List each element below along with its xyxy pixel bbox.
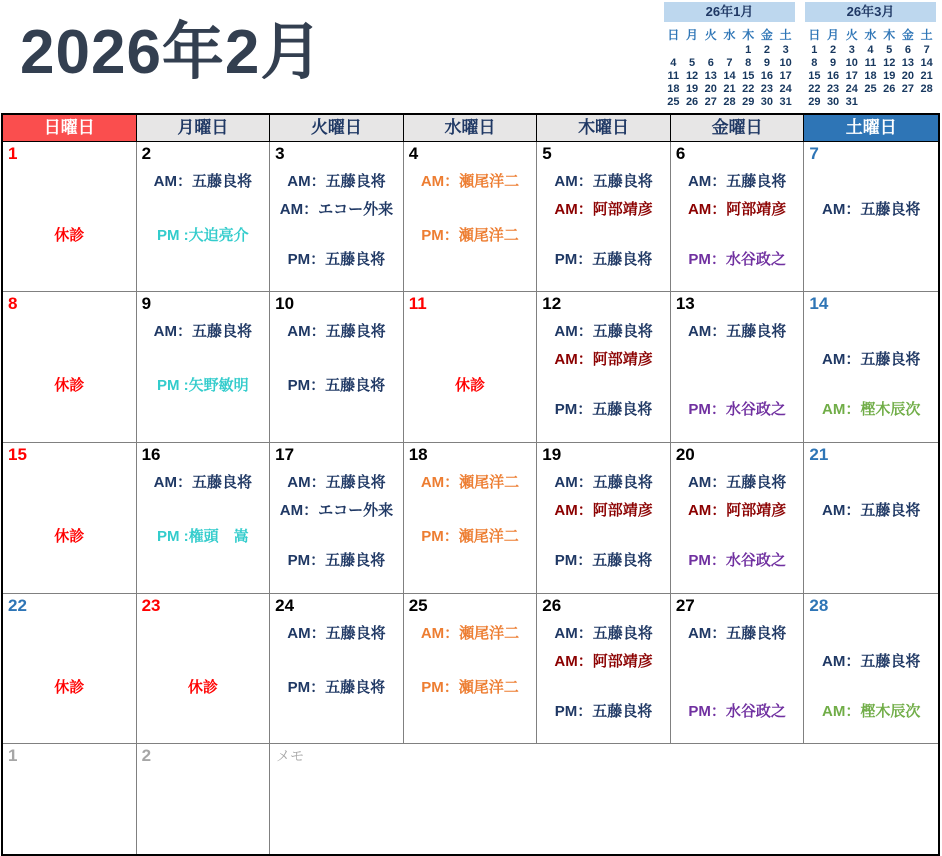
weekday-header-木曜日: 木曜日 [537,115,671,142]
schedule-entry: AM：五藤良将 [153,323,253,340]
day-number: 24 [275,596,295,615]
day-number: 9 [141,294,152,313]
mini-day-number: 3 [848,44,855,56]
day-number: 26 [542,596,562,615]
schedule-entry: AM：五藤良将 [822,502,921,519]
schedule-entry: AM：五藤良将 [554,173,653,190]
mini-day-number: 13 [704,70,717,82]
memo-row [3,744,938,854]
schedule-entry: AM：五藤良将 [554,474,653,491]
schedule-entry: PM :矢野敏明 [157,377,249,394]
mini-day-number: 22 [742,83,755,95]
mini-day-number: 28 [723,96,736,108]
mini-day-number: 25 [667,96,680,108]
mini-day-number: 30 [760,96,774,108]
mini-day-number: 2 [763,44,770,56]
mini-day-number: 7 [726,57,733,69]
mini-day-number: 24 [845,83,858,95]
schedule-entry: PM：五藤良将 [554,251,653,268]
schedule-entry: 休診 [454,377,485,394]
schedule-entry: AM：阿部靖彦 [687,502,787,519]
mini-day-number: 4 [670,57,677,69]
day-cell [3,142,137,292]
schedule-entry: AM：五藤良将 [822,201,921,218]
schedule-entry: AM：エコー外来 [279,502,394,519]
mini-weekday-label: 金 [760,28,773,42]
week-row [3,443,938,594]
mini-day-number: 9 [830,57,837,69]
mini-calendar-grid [805,26,936,109]
weekday-header-row [3,115,938,142]
schedule-entry: PM：五藤良将 [554,703,653,720]
schedule-entry: PM：瀬尾洋二 [421,528,519,545]
mini-day-number: 15 [808,70,821,82]
mini-day-number: 6 [904,44,911,56]
day-cell [671,292,805,443]
mini-day-number: 18 [667,83,680,95]
day-number: 23 [141,596,161,615]
day-cell [3,292,137,443]
mini-weekday-label: 月 [827,28,840,42]
mini-day-number: 6 [707,57,714,69]
schedule-entry: 休診 [54,528,85,545]
day-number: 6 [675,144,686,163]
mini-day-number: 11 [667,70,680,82]
mini-day-number [683,44,702,57]
memo-cell [270,744,938,854]
mini-day-number: 23 [760,83,774,95]
day-number: 27 [675,596,695,615]
schedule-entry: 休診 [54,377,85,394]
mini-calendar-title: 26年1月 [664,2,795,22]
schedule-entry: PM：五藤良将 [554,401,653,418]
mini-weekday-label: 日 [667,28,680,42]
mini-day-number: 14 [920,57,933,69]
day-number: 1 [8,144,18,163]
mini-day-number: 10 [779,57,792,69]
mini-weekday-label: 水 [723,28,736,42]
schedule-entry: 休診 [54,227,85,244]
schedule-entry: AM：五藤良将 [554,323,653,340]
mini-day-number: 25 [864,83,877,95]
mini-calendars [664,2,936,109]
day-cell [537,443,671,594]
mini-day-number: 5 [689,57,696,69]
schedule-entry: AM：五藤良将 [287,625,386,642]
day-cell [671,594,805,744]
day-number: 4 [408,144,419,163]
day-cell [537,594,671,744]
day-cell [270,142,404,292]
mini-weekday-label: 金 [901,28,914,42]
mini-day-number: 12 [883,57,896,69]
mini-day-number: 23 [826,83,840,95]
day-number: 2 [141,144,152,163]
mini-weekday-label: 火 [845,28,858,42]
schedule-entry: AM：五藤良将 [822,653,921,670]
mini-weekday-label: 水 [864,28,877,42]
day-cell [804,594,938,744]
day-cell [671,142,805,292]
mini-weekday-label: 木 [742,28,755,42]
schedule-entry: PM：瀬尾洋二 [421,227,519,244]
page-title: 2026年2月 [20,18,324,87]
day-number: 18 [408,445,428,464]
mini-day-number: 10 [845,57,858,69]
schedule-entry: AM：阿部靖彦 [554,351,653,368]
mini-day-number: 30 [826,96,840,108]
mini-weekday-label: 木 [883,28,896,42]
day-cell [270,443,404,594]
schedule-entry: PM：五藤良将 [287,679,386,696]
schedule-entry: AM：エコー外来 [279,201,394,218]
day-cell [404,292,538,443]
day-number: 3 [275,144,285,163]
schedule-entry: AM：五藤良将 [687,173,787,190]
day-cell [404,142,538,292]
day-number: 21 [809,445,829,464]
day-cell [804,142,938,292]
mini-day-number: 18 [864,70,877,82]
mini-day-number [664,44,683,57]
mini-day-number: 14 [723,70,736,82]
weekday-header-月曜日: 月曜日 [137,115,271,142]
schedule-entry: AM：五藤良将 [554,625,653,642]
mini-day-number: 20 [901,70,915,82]
schedule-entry: PM：五藤良将 [287,552,386,569]
mini-day-number: 26 [883,83,896,95]
mini-day-number: 19 [685,83,699,95]
mini-day-number: 16 [826,70,840,82]
mini-day-number: 8 [811,57,818,69]
day-cell [804,443,938,594]
schedule-entry: 休診 [54,679,85,696]
mini-day-number: 2 [830,44,837,56]
day-number: 8 [8,294,18,313]
mini-day-number: 9 [763,57,770,69]
day-cell [3,594,137,744]
mini-day-number [880,96,899,109]
mini-day-number: 7 [923,44,930,56]
day-number: 22 [8,596,27,615]
schedule-entry: AM：五藤良将 [153,474,253,491]
day-cell [137,443,271,594]
day-number: 15 [8,445,27,464]
day-number: 7 [809,144,819,163]
mini-calendar [805,2,936,109]
mini-day-number: 12 [685,70,699,82]
day-number: 10 [275,294,295,313]
mini-day-number [701,44,720,57]
mini-weekday-label: 月 [686,28,699,42]
schedule-entry: AM：五藤良将 [687,474,787,491]
schedule-entry: AM：阿部靖彦 [554,502,653,519]
mini-calendar-grid [664,26,795,109]
mini-day-number: 20 [704,83,717,95]
mini-day-number: 22 [808,83,821,95]
mini-day-number [720,44,739,57]
schedule-entry: AM：五藤良将 [153,173,253,190]
mini-day-number: 8 [745,57,752,69]
schedule-entry: AM：五藤良将 [287,323,386,340]
schedule-entry: AM：阿部靖彦 [554,653,653,670]
schedule-entry: PM：水谷政之 [688,703,786,720]
day-cell [404,443,538,594]
mini-calendar [664,2,795,109]
day-cell [537,292,671,443]
mini-day-number: 19 [883,70,896,82]
day-cell [804,292,938,443]
mini-day-number: 13 [901,57,915,69]
mini-day-number: 16 [760,70,774,82]
day-cell [137,292,271,443]
day-cell [137,594,271,744]
calendar-weeks [3,142,938,744]
schedule-entry: 休診 [187,679,218,696]
mini-day-number: 27 [901,83,915,95]
mini-day-number [861,96,880,109]
mini-day-number: 29 [742,96,755,108]
weekday-header-水曜日: 水曜日 [404,115,538,142]
schedule-entry: AM：五藤良将 [687,323,787,340]
day-cell [537,142,671,292]
mini-day-number [917,96,936,109]
weekday-header-日曜日: 日曜日 [3,115,137,142]
day-number: 14 [809,294,829,313]
mini-calendar-title: 26年3月 [805,2,936,22]
day-number: 12 [542,294,562,313]
day-number: 19 [542,445,562,464]
schedule-entry: PM：水谷政之 [688,401,786,418]
mini-weekday-label: 日 [808,28,821,42]
schedule-entry: AM：樫木辰次 [822,401,921,418]
mini-day-number: 4 [867,44,874,56]
day-number: 11 [408,294,427,313]
day-number: 28 [809,596,829,615]
mini-day-number: 3 [782,44,789,56]
schedule-entry: AM：瀬尾洋二 [420,625,520,642]
schedule-entry: AM：阿部靖彦 [687,201,787,218]
schedule-entry: AM：五藤良将 [287,474,386,491]
schedule-entry: AM：瀬尾洋二 [420,173,520,190]
mini-day-number: 27 [704,96,717,108]
day-number: 17 [275,445,295,464]
day-number: 5 [542,144,552,163]
schedule-entry: AM：五藤良将 [287,173,386,190]
mini-day-number: 21 [723,83,736,95]
day-cell [270,594,404,744]
mini-day-number [899,96,918,109]
mini-day-number: 1 [745,44,752,56]
mini-day-number: 17 [845,70,858,82]
day-number: 25 [408,596,428,615]
mini-day-number: 26 [685,96,699,108]
mini-day-number: 31 [845,96,858,108]
schedule-entry: PM：五藤良将 [287,377,386,394]
day-cell [3,443,137,594]
day-number: 2 [141,746,152,765]
day-cell [137,142,271,292]
schedule-entry: PM：瀬尾洋二 [421,679,519,696]
next-month-day-cell [3,744,137,854]
day-number: 16 [141,445,161,464]
schedule-entry: PM :大迫亮介 [157,227,249,244]
schedule-entry: AM：五藤良将 [822,351,921,368]
mini-weekday-label: 火 [704,28,717,42]
schedule-entry: PM：水谷政之 [688,552,786,569]
day-number: 20 [675,445,695,464]
month-calendar [1,113,940,856]
day-cell [671,443,805,594]
mini-day-number: 31 [779,96,792,108]
mini-day-number: 1 [811,44,818,56]
schedule-entry: PM :権頭 嵩 [157,528,249,545]
mini-day-number: 28 [920,83,933,95]
mini-day-number: 29 [808,96,821,108]
day-number: 13 [675,294,695,313]
schedule-entry: PM：五藤良将 [287,251,386,268]
weekday-header-火曜日: 火曜日 [270,115,404,142]
mini-day-number: 24 [779,83,792,95]
schedule-entry: PM：五藤良将 [554,552,653,569]
schedule-entry: AM：五藤良将 [687,625,787,642]
mini-day-number: 17 [779,70,792,82]
mini-weekday-label: 土 [920,28,933,42]
day-cell [404,594,538,744]
weekday-header-金曜日: 金曜日 [671,115,805,142]
schedule-entry: PM：水谷政之 [688,251,786,268]
schedule-entry: AM：瀬尾洋二 [420,474,520,491]
next-month-day-cell [137,744,271,854]
mini-day-number: 5 [886,44,893,56]
week-row [3,142,938,292]
mini-day-number: 21 [920,70,933,82]
mini-day-number: 11 [864,57,877,69]
day-number: 1 [8,746,18,765]
memo-label: メモ [276,748,305,764]
schedule-entry: AM：阿部靖彦 [554,201,653,218]
schedule-entry: AM：樫木辰次 [822,703,921,720]
weekday-header-土曜日: 土曜日 [804,115,938,142]
mini-weekday-label: 土 [779,28,792,42]
mini-day-number: 15 [742,70,755,82]
week-row [3,292,938,443]
week-row [3,594,938,744]
day-cell [270,292,404,443]
